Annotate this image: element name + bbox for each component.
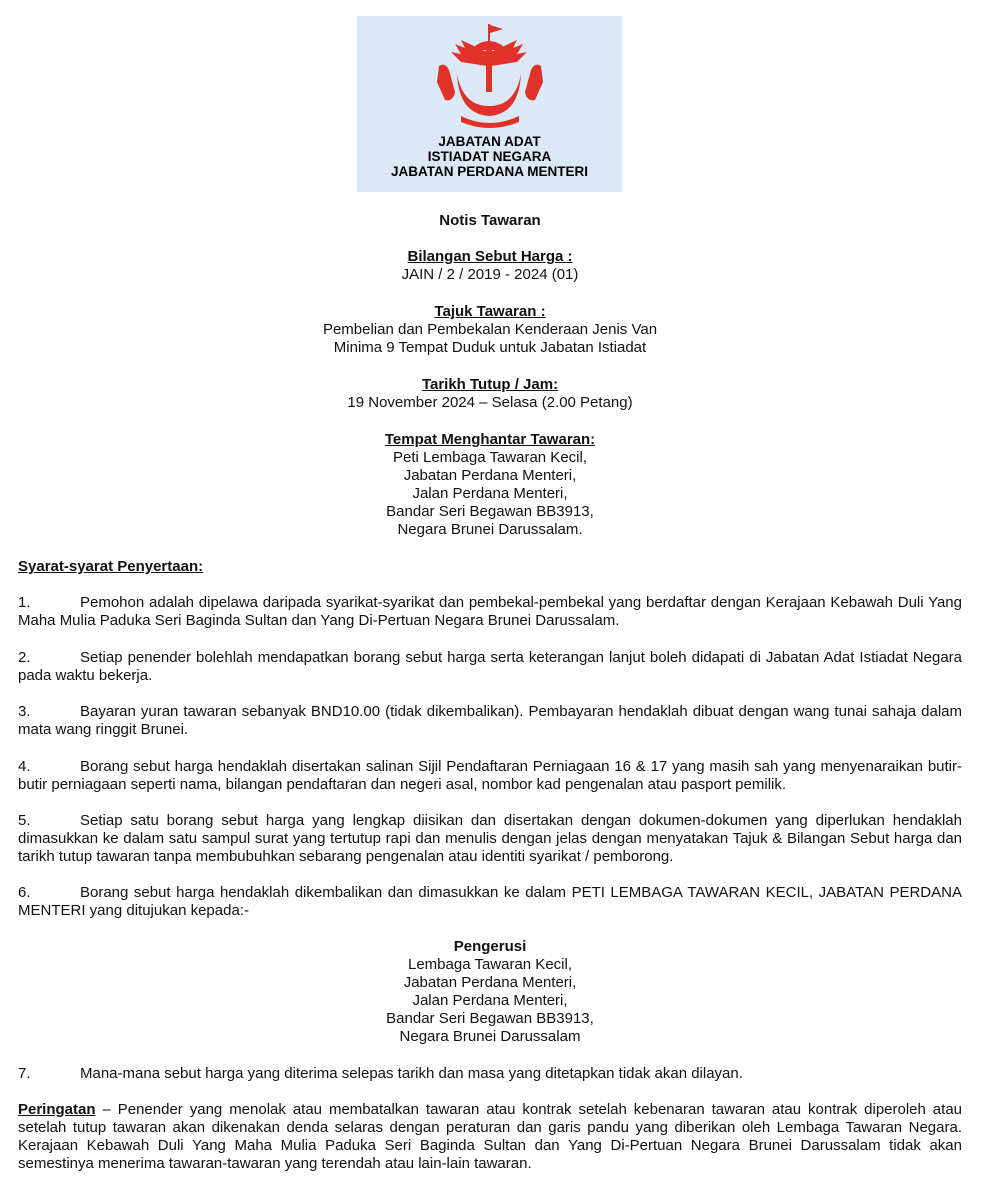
condition-item [18,1065,962,1083]
closing-block [18,376,962,412]
condition-item [18,812,962,866]
conditions-title: Syarat-syarat Penyertaan: [18,558,204,575]
submission-place-block [18,431,962,539]
condition-number: 4. [18,758,31,775]
condition-text: Borang sebut harga hendaklah dikembalikan dan dimasukkan ke dalam PETI LEMBAGA TAWARAN KECIL, JABATAN PERDANA MENTERI yang ditujukan kepada:- [18,884,962,919]
warning-label: Peringatan [18,1101,96,1118]
address-line: Bandar Seri Begawan BB3913, [386,503,594,520]
submission-place-label: Tempat Menghantar Tawaran: [384,431,596,448]
address-line: Negara Brunei Darussalam. [397,521,583,538]
addressee-line: Jalan Perdana Menteri, [412,992,568,1009]
warning-text: – Penender yang menolak atau membatalkan tawaran atau kontrak setelah kebenaran tawaran atau kontrak diperoleh atau setelah tutup tawaran akan dikenakan denda selaras dengan peraturan dan garis pandu yang diberikan oleh Lembaga Tawaran Negara. Kerajaan Kebawah Duli Yang Maha Mulia Paduka Seri Baginda Sultan dan Yang Di-Pertuan Negara Brunei Darussalam tidak akan semestinya menerima tawaran-tawaran yang terendah atau lain-lain tawaran. [18,1101,962,1172]
closing-value: 19 November 2024 – Selasa (2.00 Petang) [347,394,633,411]
addressee-line: Bandar Seri Begawan BB3913, [386,1010,594,1027]
condition-item [18,703,962,739]
addressee-block [18,938,962,1046]
quote-number-label: Bilangan Sebut Harga : [407,248,573,265]
condition-item [18,758,962,794]
notice-title: Notis Tawaran [439,212,541,229]
subject-line: Pembelian dan Pembekalan Kenderaan Jenis Van [322,321,658,338]
condition-number: 7. [18,1065,31,1082]
condition-item [18,594,962,630]
closing-label: Tarikh Tutup / Jam: [421,376,559,393]
address-line: Peti Lembaga Tawaran Kecil, [392,449,587,466]
addressee-line: Lembaga Tawaran Kecil, [408,956,572,973]
quote-number-block [18,248,962,284]
subject-label: Tajuk Tawaran : [434,303,546,320]
condition-number: 5. [18,812,31,829]
addressee-line: Jabatan Perdana Menteri, [403,974,577,991]
condition-number: 1. [18,594,31,611]
condition-text: Setiap penender bolehlah mendapatkan borang sebut harga serta keterangan lanjut boleh didapati di Jabatan Adat Istiadat Negara pada waktu bekerja. [18,649,962,684]
condition-number: 2. [18,649,31,666]
brunei-crest-icon [431,22,549,132]
subject-block [18,303,962,357]
addressee-line: Negara Brunei Darussalam [399,1028,581,1045]
addressee-title: Pengerusi [453,938,527,955]
quote-number-value: JAIN / 2 / 2019 - 2024 (01) [401,266,579,283]
condition-item [18,649,962,685]
condition-text: Pemohon adalah dipelawa daripada syarikat-syarikat dan pembekal-pembekal yang berdaftar dengan Kerajaan Kebawah Duli Yang Maha Mulia Paduka Seri Baginda Sultan dan Yang Di-Pertuan Negara Brunei Darussalam. [18,594,962,629]
condition-item [18,884,962,920]
address-line: Jalan Perdana Menteri, [412,485,568,502]
department-logo [357,16,622,192]
logo-line: ISTIADAT NEGARA [427,149,552,164]
logo-line: JABATAN PERDANA MENTERI [390,164,588,179]
condition-number: 3. [18,703,31,720]
condition-number: 6. [18,884,31,901]
condition-text: Setiap satu borang sebut harga yang lengkap diisikan dan disertakan dengan dokumen-dokumen yang diperlukan hendaklah dimasukkan ke dalam satu sampul surat yang tertutup rapi dan menulis dengan jelas dengan menyatakan Tajuk & Bilangan Sebut harga dan tarikh tutup tawaran tanpa membubuhkan sebarang pengenalan atau identiti syarikat / pemborong. [18,812,962,865]
condition-text: Mana-mana sebut harga yang diterima selepas tarikh dan masa yang ditetapkan tidak akan dilayan. [80,1065,743,1082]
logo-line: JABATAN ADAT [438,134,541,149]
address-line: Jabatan Perdana Menteri, [403,467,577,484]
warning-note [18,1101,962,1173]
condition-text: Borang sebut harga hendaklah disertakan salinan Sijil Pendaftaran Perniagaan 16 & 17 yang masih sah yang menyenaraikan butir-butir perniagaan seperti nama, bilangan pendaftaran dan negeri asal, nombor kad pengenalan atau pasport pemilik. [18,758,962,793]
condition-text: Bayaran yuran tawaran sebanyak BND10.00 (tidak dikembalikan). Pembayaran hendaklah dibuat dengan wang tunai sahaja dalam mata wang ringgit Brunei. [18,703,962,738]
subject-line: Minima 9 Tempat Duduk untuk Jabatan Istiadat [333,339,647,356]
